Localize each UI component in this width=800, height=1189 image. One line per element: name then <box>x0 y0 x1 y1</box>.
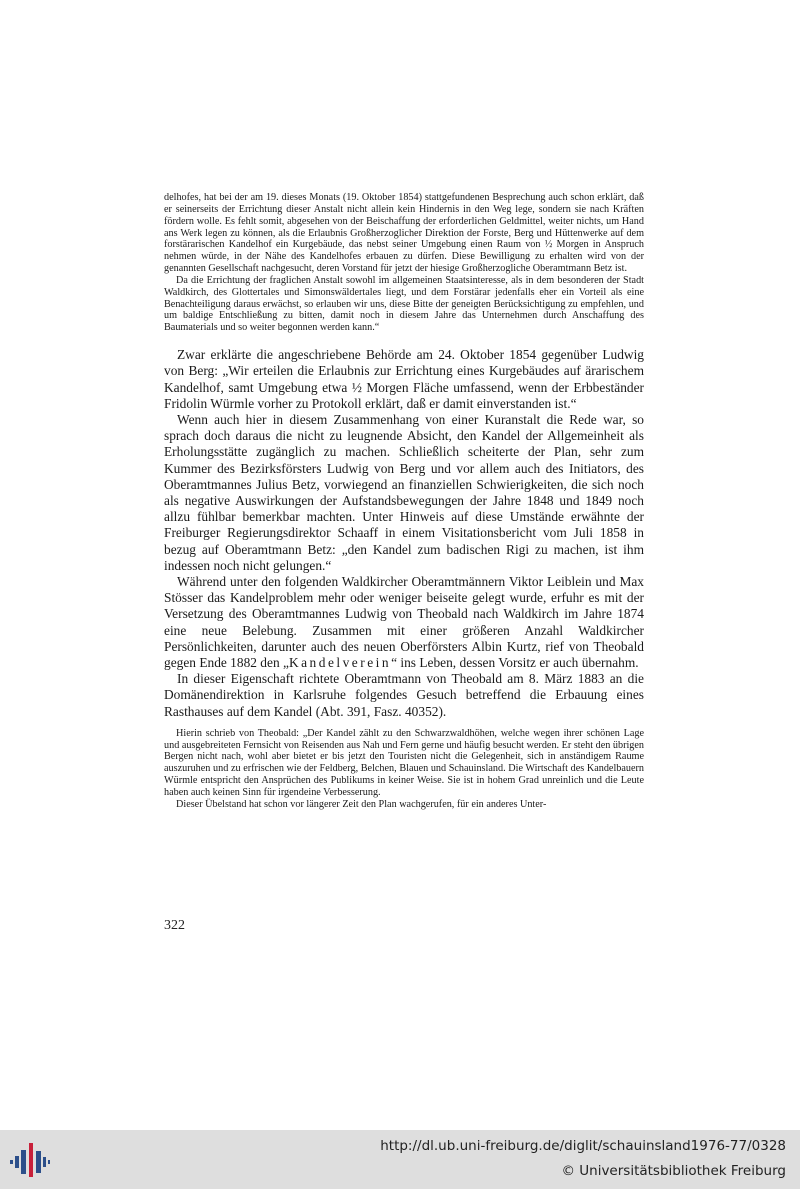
quote-paragraph: Dieser Übelstand hat schon vor längerer Zeit den Plan wachgerufen, für ein anderes Unter- <box>176 798 547 810</box>
document-url-link[interactable]: http://dl.ub.uni-freiburg.de/diglit/schauinsland1976-77/0328 <box>380 1138 786 1154</box>
body-paragraph: In dieser Eigenschaft richtete Oberamtmann von Theobald am 8. März 1883 an die Domänendirektion in Karlsruhe folgendes Gesuch betreffend die Erbauung eines Rasthauses auf dem Kandel (Abt. 391, Fasz. 40352). <box>164 671 644 719</box>
quote-block-top <box>164 192 644 334</box>
spaced-name: Kandelverein <box>288 654 392 670</box>
body-paragraph: Wenn auch hier in diesem Zusammenhang von einer Kuranstalt die Rede war, so sprach doch daraus die nicht zu leugnende Absicht, den Kandel der Allgemeinheit als Erholungsstätte zugänglich zu machen. Schließlich scheiterte der Plan, sehr zum Kummer des Bezirksförsters Ludwig von Berg und vor allem auch des Initiators, des Oberamtmannes Julius Betz, vorwiegend an finanziellen Schwierigkeiten, die sich noch als negative Auswirkungen der Aufstandsbewegungen der Jahre 1848 und 1849 noch allzu fühlbar bemerkbar machten. Unter Hinweis auf diese Umstände erwähnte der Freiburger Regierungsdirektor Schaaff in einem Visitationsbericht vom Juli 1858 in bezug auf Oberamtmann Betz: „den Kandel zum badischen Rigi zu machen, ist ihm indessen noch nicht gelungen.“ <box>164 411 644 573</box>
quote-paragraph: delhofes, hat bei der am 19. dieses Monats (19. Oktober 1854) stattgefundenen Besprechung auch schon erklärt, daß er seinerseits der Errichtung dieser Anstalt nicht allein kein Hindernis in den Weg lege, sondern sie nach Kräften fördern wolle. Es fehlt somit, abgesehen von der Beischaffung der erforderlichen Geldmittel, weiter nichts, um Hand ans Werk legen zu können, als die Erlaubnis Großherzoglicher Direktion der Forste, Berg und Hüttenwerke auf dem forstärarischen Kandelhof ein Kurgebäude, das nebst seiner Umgebung einen Raum von ½ Morgen in Anspruch nehmen würde, in der Nähe des Kandelhofes erbauen zu dürfen. Diese Bewilligung zu erhalten wird von der genannten Gesellschaft nachgesucht, deren Vorstand für jetzt der hiesige Großherzogliche Oberamtmann Betz ist. <box>164 192 644 275</box>
viewer-footer <box>0 1130 800 1189</box>
page-content <box>164 192 644 811</box>
body-paragraph: Zwar erklärte die angeschriebene Behörde am 24. Oktober 1854 gegenüber Ludwig von Berg: „Wir erteilen die Erlaubnis zur Errichtung eines Kurgebäudes auf ärarischem Kandelhof, samt Umgebung etwa ½ Morgen Fläche umfassend, wenn der Erbbeständer Fridolin Würmle vorher zu Protokoll erklärt, daß er damit einverstanden ist.“ <box>164 347 644 411</box>
copyright-notice: © Universitätsbibliothek Freiburg <box>561 1163 786 1179</box>
text-run: Während unter den folgenden Waldkircher Oberamtmännern Viktor Leiblein und Max Stösser das Kandelproblem mehr oder weniger beiseite gelegt wurde, erfuhr es mit der Versetzung des Oberamtmannes Ludwig von Theobald nach Waldkirch im Jahre 1874 eine neue Belebung. Zusammen mit einer größeren Anzahl Waldkircher Persönlichkeiten, darunter auch des neuen Oberförsters Albin Kurtz, rief von Theobald gegen Ende 1882 den „ <box>164 573 644 670</box>
text-run: “ ins Leben, dessen Vorsitz er auch übernahm. <box>391 654 639 670</box>
ub-freiburg-logo-icon <box>10 1141 50 1177</box>
quote-paragraph: Hierin schrieb von Theobald: „Der Kandel zählt zu den Schwarzwaldhöhen, welche wegen ihrer schönen Lage und ausgebreiteten Fernsicht von Reisenden aus Nah und Fern gerne und häufig besucht werden. Er steht den übrigen Bergen nicht nach, wohl aber bietet er bis jetzt den Touristen nicht die Gelegenheit, sich in anständigem Raume auszuruhen und zu erfrischen wie der Feldberg, Belchen, Blauen und Schauinsland. Die Wirtschaft des Kandelbauern Würmle entspricht den Ansprüchen des Publikums in keiner Weise. Sie ist in hohem Grad unreinlich und die Leute haben auch keinen Sinn für irgendeine Verbesserung. <box>164 727 644 799</box>
quote-paragraph: Da die Errichtung der fraglichen Anstalt sowohl im allgemeinen Staatsinteresse, als in dem besonderen der Stadt Waldkirch, des Glottertales und Simonswäldertales liegt, und dem Forstärar jedenfalls eher ein Vorteil als eine Benachteiligung daraus erwächst, so erlauben wir uns, diese Bitte der geneigten Berücksichtigung zu empfehlen, und um baldige Entschließung zu bitten, damit noch in diesem Jahre das Unternehmen durch Anschaffung des Baumaterials und so weiter begonnen werden kann.“ <box>164 274 644 334</box>
body-text <box>164 347 644 720</box>
page-number: 322 <box>164 918 185 933</box>
body-paragraph <box>164 574 644 671</box>
quote-block-bottom <box>164 728 644 811</box>
